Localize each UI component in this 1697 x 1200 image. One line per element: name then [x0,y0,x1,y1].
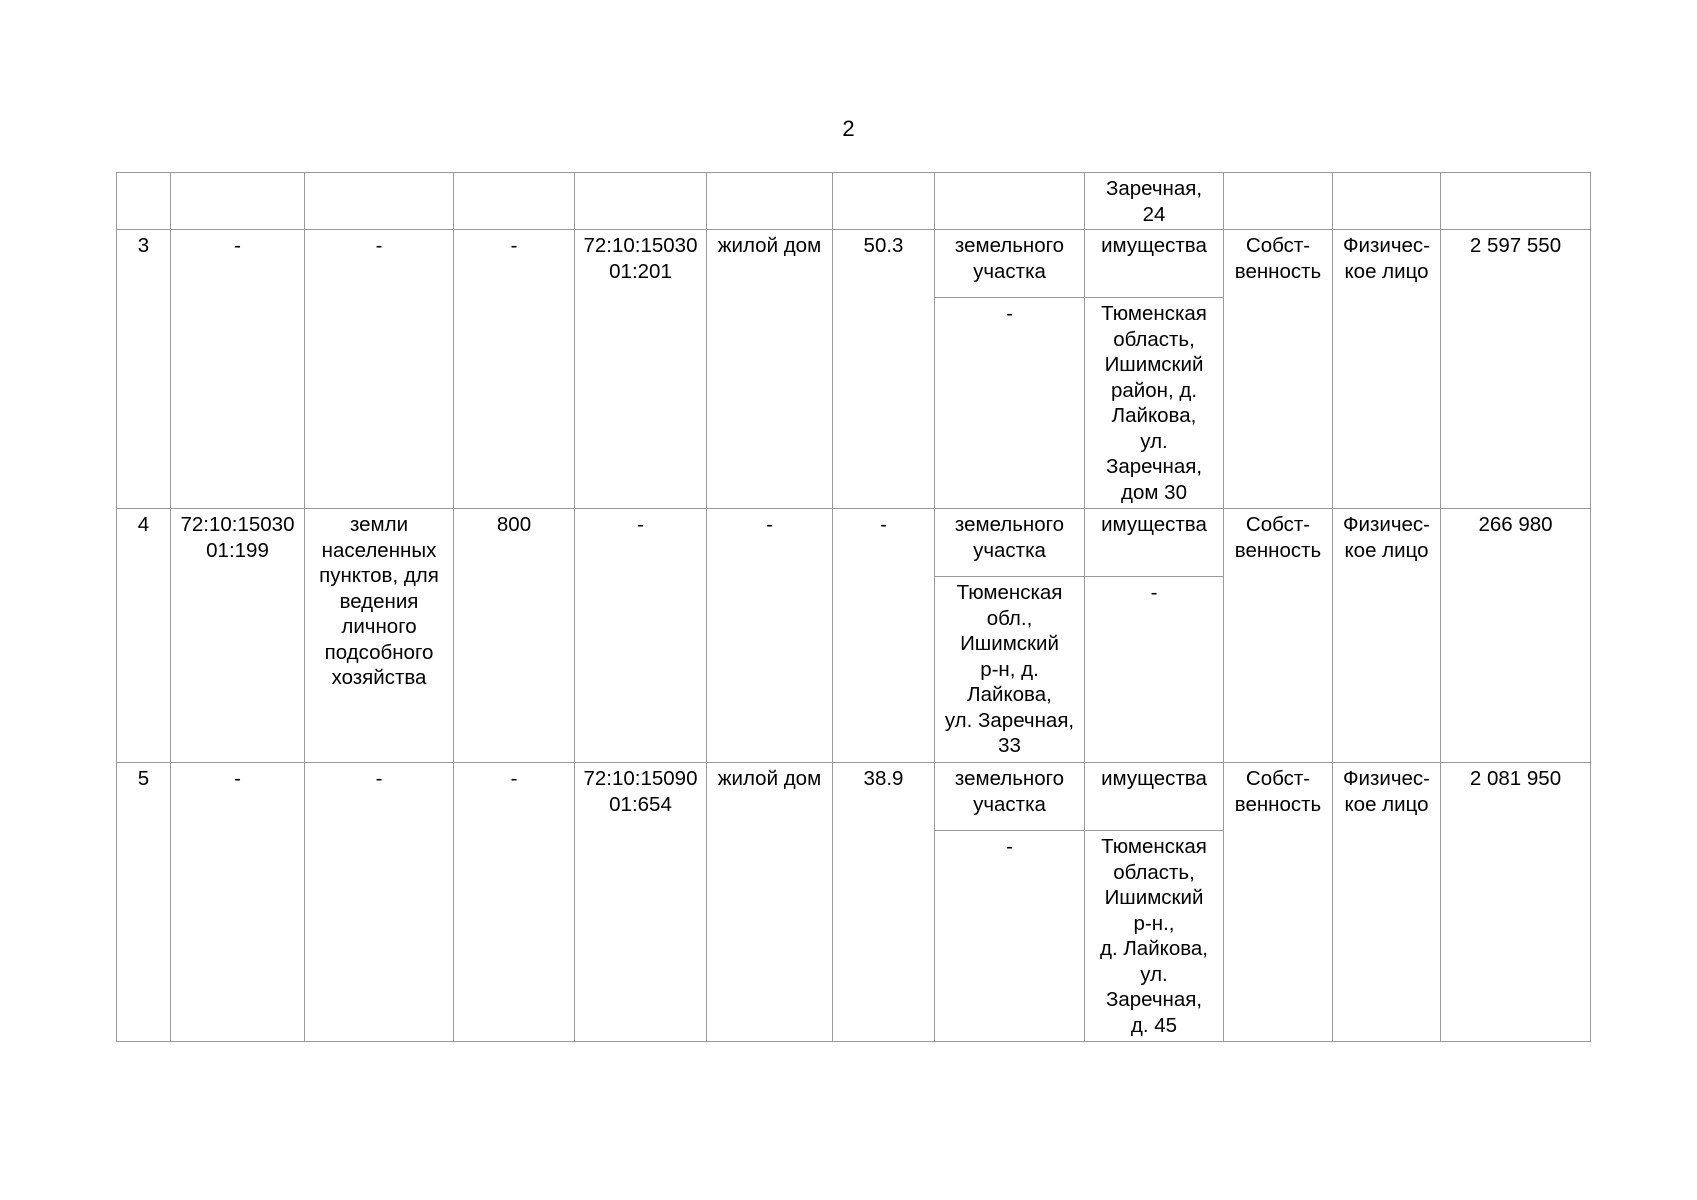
cell-building-name-line: жилой дом [717,234,822,257]
cell-subject-address [935,577,1085,763]
cell-property-address-line: дом 30 [1121,480,1187,504]
cell-holder-line: кое лицо [1344,259,1429,283]
cell-num: 5 [117,763,171,1042]
property-register-table [116,172,1591,1042]
cell-subject-address-line: ул. Заречная, [944,708,1075,732]
cell-land-cadastral-line: - [234,234,241,257]
cell-property-address-line: - [1150,581,1158,604]
cell-right-type-line: венность [1234,538,1322,562]
cell-right-type [1224,173,1333,230]
cell-subject-top [935,763,1085,831]
cell-value: 266 980 [1441,509,1591,763]
address-line: 24 [1142,202,1166,226]
cell-property-address-line: район, д. [1110,378,1198,402]
table-row [117,509,1591,577]
cell-holder-line: Физичес- [1342,513,1431,536]
cell-holder [1333,763,1441,1042]
cell-land-category [305,509,454,763]
cell-building-name [707,173,833,230]
cell-subject-top-line: земельного [954,513,1065,536]
table-row [117,763,1591,831]
cell-property-top [1085,763,1224,831]
cell-holder-line: кое лицо [1344,538,1429,562]
cell-value: 2 081 950 [1441,763,1591,1042]
cell-subject-address-line: - [1006,835,1013,858]
cell-right-type-line: Собст- [1245,234,1311,257]
cell-land-cadastral-line: 01:199 [206,538,269,562]
cell-right-type-line: венность [1234,792,1322,816]
cell-subject-address-line: Тюменская [956,581,1063,604]
page-number: 2 [842,116,855,141]
cell-land-category-line: хозяйства [331,666,427,689]
cell-property-address-line: область, [1113,860,1195,884]
cell-land-area: - [454,763,575,1042]
cell-subject-address-line: Ишимский [960,632,1059,655]
cell-land-cadastral [171,509,305,763]
cell-holder [1333,173,1441,230]
cell-land-cadastral [171,230,305,509]
cell-holder-line: Физичес- [1342,767,1431,790]
cell-building-name [707,230,833,509]
continuation-row [117,173,1591,230]
cell-holder [1333,509,1441,763]
cell-land-cadastral-line: - [234,767,241,790]
cell-building-name-line: жилой дом [717,767,822,790]
cell-land-cadastral [171,173,305,230]
cell-land-category [305,763,454,1042]
cell-property-address [1085,577,1224,763]
cell-col8 [935,173,1085,230]
cell-property-top-line: имущества [1101,234,1207,257]
cell-building-name [707,509,833,763]
cell-property-top-line: имущества [1101,767,1207,790]
cell-property-address-line: Ишимский [1104,886,1204,909]
cell-building-area: - [833,509,935,763]
cell-property-top [1085,509,1224,577]
cell-subject-top-line: земельного [954,767,1065,790]
cell-property-top [1085,230,1224,298]
cell-building-cadastral-line: 01:654 [609,792,672,816]
cell-land-category-line: личного [341,615,417,638]
cell-building-cadastral-line: 72:10:15090 [583,767,698,790]
cell-building-cadastral-line: 01:201 [609,259,672,283]
cell-subject-top-line: участка [973,792,1046,816]
cell-property-address-line: область, [1113,327,1195,351]
cell-property-address [1085,298,1224,509]
cell-subject-top [935,509,1085,577]
cell-property-address-line: Заречная, [1105,988,1203,1011]
cell-value: 2 597 550 [1441,230,1591,509]
cell-subject-top-line: участка [973,259,1046,283]
cell-property-address-line: Заречная, [1105,455,1203,478]
cell-property-address-line: р-н., [1133,911,1175,935]
cell-building-area: 50.3 [833,230,935,509]
cell-building-area: 38.9 [833,763,935,1042]
cell-land-category [305,230,454,509]
cell-property-address-line: Тюменская [1101,835,1207,858]
cell-subject-address-line: Лайкова, [967,683,1052,706]
table-row [117,230,1591,298]
cell-subject-top-line: участка [973,538,1046,562]
cell-building-area [833,173,935,230]
cell-subject-address-line: р-н, д. [980,657,1039,681]
cell-land-category-line: - [375,234,383,257]
cell-value [1441,173,1591,230]
cell-property-address-line: Ишимский [1104,353,1204,376]
cell-land-category [305,173,454,230]
cell-building-name-line: - [766,513,773,536]
cell-subject-top [935,230,1085,298]
cell-num: 3 [117,230,171,509]
cell-right-type [1224,230,1333,509]
cell-subject-top-line: земельного [954,234,1065,257]
cell-subject-address [935,298,1085,509]
cell-land-cadastral-line: 72:10:15030 [180,513,295,536]
cell-building-cadastral [575,230,707,509]
cell-property-address [1085,831,1224,1042]
cell-building-cadastral [575,509,707,763]
cell-right-type-line: Собст- [1245,513,1311,536]
cell-land-area: - [454,230,575,509]
cell-address-tail [1085,173,1224,230]
cell-right-type [1224,763,1333,1042]
cell-building-cadastral-line: 72:10:15030 [583,234,698,257]
cell-land-category-line: земли [349,513,409,536]
cell-property-address-line: ул. [1140,429,1168,453]
cell-subject-address-line: - [1006,302,1013,325]
cell-land-category-line: ведения [339,589,419,613]
cell-building-name [707,763,833,1042]
cell-right-type-line: венность [1234,259,1322,283]
cell-property-address-line: ул. [1140,962,1168,986]
cell-right-type [1224,509,1333,763]
cell-land-area: 800 [454,509,575,763]
cell-land-category-line: подсобного [324,640,434,664]
cell-land-area [454,173,575,230]
cell-building-cadastral [575,173,707,230]
cell-land-category-line: населенных [321,538,437,562]
cell-subject-address [935,831,1085,1042]
cell-right-type-line: Собст- [1245,767,1311,790]
cell-num: 4 [117,509,171,763]
cell-property-address-line: Лайкова, [1111,404,1197,427]
cell-land-cadastral [171,763,305,1042]
cell-holder-line: кое лицо [1344,792,1429,816]
cell-building-cadastral-line: - [637,513,644,536]
cell-building-cadastral [575,763,707,1042]
cell-property-address-line: д. 45 [1130,1013,1178,1037]
cell-property-top-line: имущества [1101,513,1207,536]
cell-land-category-line: - [375,767,383,790]
cell-holder [1333,230,1441,509]
cell-land-category-line: пунктов, для [319,564,439,587]
cell-num [117,173,171,230]
cell-subject-address-line: 33 [998,734,1021,757]
cell-subject-address-line: обл., [986,606,1033,630]
cell-property-address-line: Тюменская [1101,302,1207,325]
address-line: Заречная, [1105,177,1203,200]
cell-property-address-line: д. Лайкова, [1099,937,1208,960]
cell-holder-line: Физичес- [1342,234,1431,257]
